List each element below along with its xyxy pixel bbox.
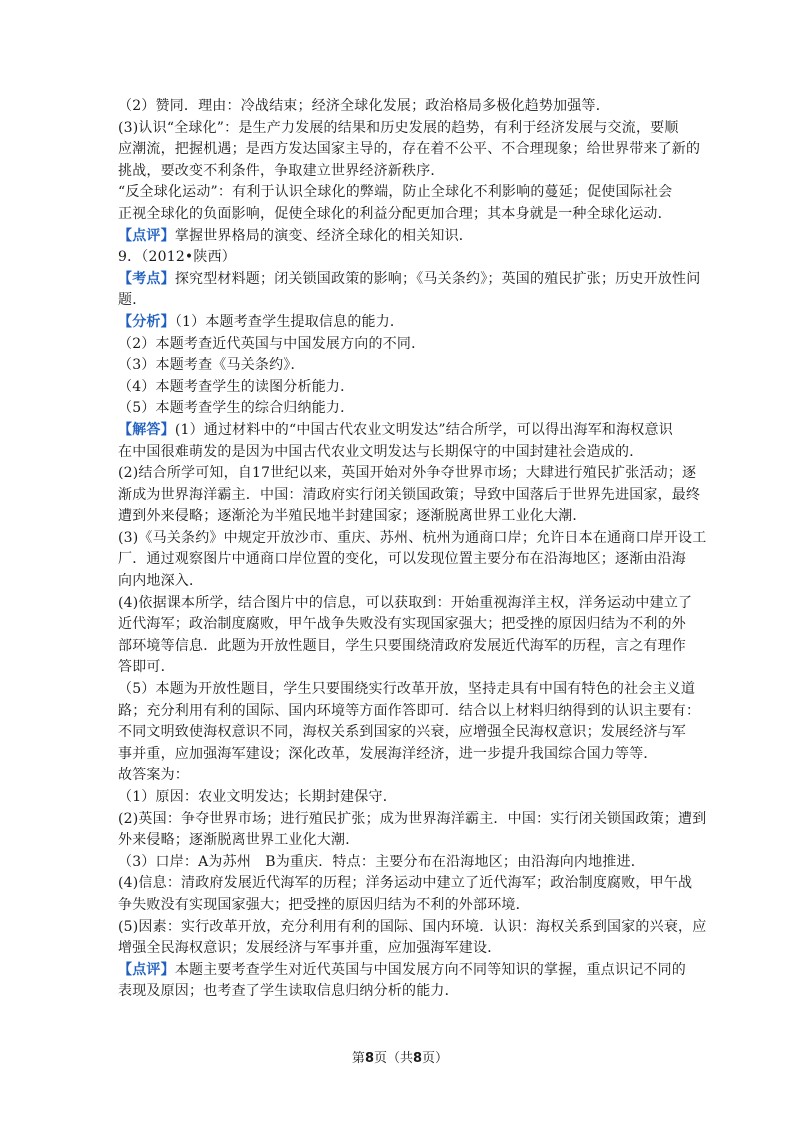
line-text: (3)《马关条约》中规定开放沙市、重庆、苏州、杭州为通商口岸；允许日本在通商口岸开设工 [118,529,707,546]
line-text: 探究型材料题；闭关锁国政策的影响；《马关条约》；英国的殖民扩张；历史开放性问 [174,270,701,287]
document-body [118,96,707,1003]
text-line [118,161,690,183]
text-line [118,917,707,939]
text-line [118,701,701,723]
text-line [118,657,690,679]
line-text: 外来侵略；逐渐脱离世界工业化大潮． [118,832,360,849]
section-tag: 【点评】 [118,227,175,244]
text-line [118,420,690,442]
line-text: 题． [118,292,147,309]
text-line [118,636,690,658]
line-text: (4)信息：清政府发展近代海军的历程；洋务运动中建立了近代海军；政治制度腐败，甲午战 [118,875,693,892]
line-text: (5)因素：实行改革开放，充分利用有利的国际、国内环境．认识：海权关系到国家的兴衰，应 [118,918,707,935]
footer-total-pages: 8 [413,1051,423,1066]
text-line [118,182,690,204]
line-text: 增强全民海权意识；发展经济与军事并重，应加强海军建设． [118,940,502,957]
text-line [118,938,690,960]
text-line [118,204,690,226]
line-text: 遭到外来侵略；逐渐沦为半殖民地半封建国家；逐渐脱离世界工业化大潮． [118,508,587,525]
text-line [118,442,690,464]
section-tag: 【分析】 [118,313,175,330]
text-line [118,830,690,852]
text-line [118,463,697,485]
text-line [118,269,701,291]
section-tag: 【点评】 [118,961,175,978]
text-line [118,549,690,571]
line-text: (3)认识“全球化”：是生产力发展的结果和历史发展的趋势，有利于经济发展与交流，要顺 [118,119,679,136]
footer-suffix: 页） [422,1051,449,1066]
text-line [118,96,690,118]
line-text: (1）通过材料中的“中国古代农业文明发达”结合所学，可以得出海军和海权意识 [174,421,673,438]
line-text: 故答案为： [118,767,189,784]
line-text: 部环境等信息．此题为开放性题目，学生只要围绕清政府发展近代海军的历程，言之有理作 [118,637,686,654]
page-footer [0,1047,800,1066]
line-text: 掌握世界格局的演变、经济全球化的相关知识． [174,227,474,244]
line-text: （4）本题考查学生的读图分析能力． [118,378,355,395]
line-text: 挑战，要改变不利条件，争取建立世界经济新秩序． [118,162,445,179]
line-text: 近代海军；政治制度腐败，甲午战争失败没有实现国家强大；把受挫的原因归结为不利的外 [118,616,686,633]
line-text: 路；充分利用有利的国际、国内环境等方面作答即可．结合以上材料归纳得到的认识主要有： [118,702,701,719]
text-line [118,873,693,895]
text-line [118,744,690,766]
line-text: 9．（2012•陕西） [118,249,236,266]
text-line [118,852,690,874]
line-text: （1）本题考查学生提取信息的能力． [174,313,405,330]
line-text: 表现及原因；也考查了学生读取信息归纳分析的能力． [118,983,459,1000]
text-line [118,118,690,140]
text-line [118,571,690,593]
text-line [118,722,690,744]
text-line [118,485,701,507]
text-line [118,765,690,787]
text-line [118,528,707,550]
line-text: （2）本题考查近代英国与中国发展方向的不同． [118,335,426,352]
line-text: （5）本题考查学生的综合归纳能力． [118,400,355,417]
line-text: “反全球化运动”：有利于认识全球化的弊端，防止全球化不利影响的蔓延；促使国际社会 [118,184,673,201]
line-text: (2)结合所学可知，自17世纪以来，英国开始对外争夺世界市场；大肆进行殖民扩张活动；逐 [118,465,697,482]
line-text: 在中国很难萌发的是因为中国古代农业文明发达与长期保守的中国封建社会造成的． [118,443,644,460]
line-text: （3）口岸：A为苏州 B为重庆．特点：主要分布在沿海地区；由沿海向内地推进． [118,853,645,870]
line-text: （2）赞同．理由：冷战结束；经济全球化发展；政治格局多极化趋势加强等． [118,98,610,114]
text-line [118,895,690,917]
text-line [118,787,690,809]
footer-prefix: 第 [351,1051,365,1066]
text-line [118,960,690,982]
line-text: 厂．通过观察图片中通商口岸位置的变化，可以发现位置主要分布在沿海地区；逐渐由沿海 [118,551,686,568]
line-text: 本题主要考查学生对近代英国与中国发展方向不同等知识的掌握，重点识记不同的 [174,961,687,978]
line-text: (4)依据课本所学，结合图片中的信息，可以获取到：开始重视海洋主权，洋务运动中建立了 [118,594,693,611]
line-text: 事并重，应加强海军建设；深化改革，发展海洋经济，进一步提升我国综合国力等等． [118,745,658,762]
text-line [118,312,690,334]
text-line [118,226,690,248]
footer-middle: 页（共 [373,1051,413,1066]
text-line [118,334,690,356]
text-line [118,679,696,701]
line-text: (2)英国：争夺世界市场；进行殖民扩张；成为世界海洋霸主．中国：实行闭关锁国政策；遭到 [118,810,707,827]
line-text: 不同文明致使海权意识不同，海权关系到国家的兴衰，应增强全民海权意识；发展经济与军 [118,724,686,741]
text-line [118,377,690,399]
text-line [118,139,701,161]
line-text: 答即可． [118,659,175,676]
text-line [118,809,707,831]
line-text: 争失败没有实现国家强大；把受挫的原因归结为不利的外部环境． [118,896,530,913]
text-line [118,247,690,269]
text-line [118,981,690,1003]
section-tag: 【考点】 [118,270,175,287]
line-text: 应潮流，把握机遇；是西方发达国家主导的，存在着不公平、不合理现象；给世界带来了新的 [118,141,701,158]
line-text: （5）本题为开放性题目，学生只要围绕实行改革开放，坚持走具有中国有特色的社会主义道 [118,681,696,698]
text-line [118,290,690,312]
text-line [118,398,690,420]
line-text: 向内地深入． [118,573,204,590]
line-text: 渐成为世界海洋霸主．中国：清政府实行闭关锁国政策；导致中国落后于世界先进国家，最终 [118,486,701,503]
line-text: 正视全球化的负面影响，促使全球化的利益分配更加合理；其本身就是一种全球化运动． [118,205,672,222]
text-line [118,593,693,615]
text-line [118,614,690,636]
footer-page-number: 8 [364,1051,374,1066]
text-line [118,355,690,377]
section-tag: 【解答】 [118,421,175,438]
text-line [118,506,690,528]
line-text: （1）原因：农业文明发达；长期封建保守． [118,789,397,805]
line-text: （3）本题考查《马关条约》． [118,357,305,374]
